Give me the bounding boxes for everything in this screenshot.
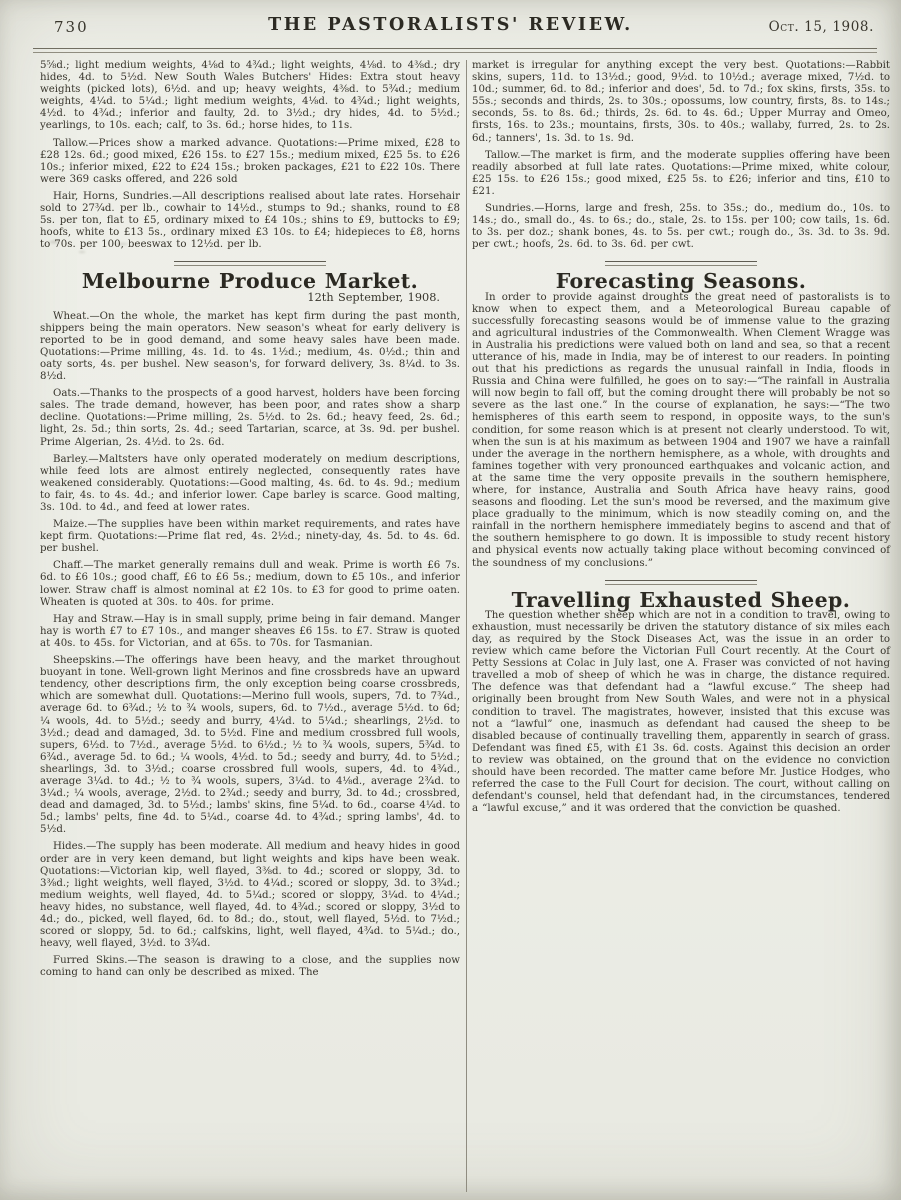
masthead bbox=[0, 15, 901, 47]
article-title-forecasting-seasons: Forecasting Seasons. bbox=[555, 269, 807, 294]
column-divider-rule bbox=[466, 60, 467, 1192]
paragraph-furred-skins: Furred Skins.—The season is drawing to a close, and the supplies now coming to hand can only be described as mixed. The bbox=[40, 955, 460, 979]
paragraph-barley: Barley.—Maltsters have only operated moderately on medium descriptions, while feed lots are almost entirely neglected, consequently rates have weakened considerably. Quotations:—Good malting, 4s. 6d. to 4s. 9d.; medium to fair, 4s. to 4s. 4d.; and inferior lower. Cape barley is scarce. Good malting, 3s. 10d. to 4d., and feed at lower rates. bbox=[40, 453, 460, 513]
paragraph-forecasting-seasons: In order to provide against droughts the great need of pastoralists is to know when to expect them, and a Meteorological Bureau capable of successfully forecasting seasons would be of immense value to the grazing and agricultural industries of the Commonwealth. When Clement Wragge was in Australia his predictions were valued both on land and sea, so that a recent utterance of his, made in India, may be of interest to our readers. In pointing out that his predictions as regards the unusual rainfall in India, floods in Russia and China were fulfilled, he goes on to say:—“The rainfall in Australia will now begin to fall off, but the coming drought there will probably be not so severe as the last one.” In the course of explanation, he says:—“The two hemispheres of this earth seem to respond, in opposite ways, to the sun's condition, for some reason which is at present not clearly understood. To wit, when the sun is at his maximum as between 1904 and 1907 we have a rainfall under the average in the northern hemisphere, as a whole, with droughts and famines together with very pronounced earthquakes and volcanic action, and at the same time the very opposite prevails in the southern hemisphere, where, for instance, Australia and South Africa have heavy rains, good seasons and flooding. Let the sun's mood be reversed, and the maximum give place gradually to the minimum, which is now steadily coming on, and the rainfall in the northern hemisphere immediately begins to ascend and that of the southern hemisphere to go down. It is impossible to study recent history and physical events now actually taking place without becoming convinced of the soundness of my conclusions.” bbox=[472, 291, 890, 569]
paragraph-hair-horns-sundries: Hair, Horns, Sundries.—All descriptions realised about late rates. Horsehair sold to 27¾d. per lb., cowhair to 14½d., stumps to 9d.; shanks, round to £8 5s. per ton, flat to £5, ordinary mixed to £4 10s.; shins to £9, buttocks to £9; hoofs, white to £13 5s., ordinary mixed £3 10s. to £4; hidepieces to £8, horns to 70s. per 100, beeswax to 12½d. per lb. bbox=[40, 190, 460, 251]
paragraph-furred-skins-continued: market is irregular for anything except the very best. Quotations:—Rabbit skins, supers, 11d. to 13½d.; good, 9½d. to 10½d.; average mixed, 7½d. to 10d.; summer, 6d. to 8d.; inferior and does', 5d. to 7d.; fox skins, firsts, 35s. to 55s.; seconds and thirds, 2s. to 30s.; opossums, low country, firsts, 8s. to 14s.; seconds, 5s. to 8s. 6d.; thirds, 2s. 6d. to 4s. 6d.; Upper Murray and Omeo, firsts, 16s. to 23s.; mountains, firsts, 30s. to 40s.; wallaby, furred, 2s. to 2s. 6d.; tanners', 1s. 3d. to 1s. 9d. bbox=[472, 60, 890, 144]
article-dateline: 12th September, 1908. bbox=[307, 290, 440, 304]
paragraph-oats: Oats.—Thanks to the prospects of a good harvest, holders have been forcing sales. The trade demand, however, has been poor, and rates show a sharp decline. Quotations:—Prime milling, 2s. 5½d. to 2s. 6d.; heavy feed, 2s. 6d.; light, 2s. 5d.; thin sorts, 2s. 4d.; seed Tartarian, scarce, at 3s. 9d. per bushel. Prime Algerian, 2s. 4½d. to 2s. 6d. bbox=[40, 388, 460, 448]
paragraph-tallow-right: Tallow.—The market is firm, and the moderate supplies offering have been readily absorbed at full late rates. Quotations:—Prime mixed, white colour, £25 15s. to £26 15s.; good mixed, £25 5s. to £26; inferior and tins, £10 to £21. bbox=[472, 149, 890, 197]
paragraph-travelling-exhausted-sheep: The question whether sheep which are not in a condition to travel, owing to exhaustion, must necessarily be driven the statutory distance of six miles each day, as required by the Stock Diseases Act, was the issue in an order to review which came before the Victorian Full Court recently. At the Court of Petty Sessions at Colac in July last, one A. Fraser was convicted of not having travelled a mob of sheep of which he was in charge, the distance required. The defence was that defendant had a “lawful excuse.” The sheep had originally been brought from New South Wales, and were not in a physical condition to travel. The magistrates, however, insisted that this excuse was not a “lawful” one, inasmuch as defendant had caused the sheep to be disabled because of continually travelling them, apparently in search of grass. Defendant was fined £5, with £1 3s. 6d. costs. Against this decision an order to review was obtained, on the ground that on the evidence no conviction should have been recorded. The matter came before Mr. Justice Hodges, who referred the case to the Full Court for decision. The court, without calling on defendant's counsel, held that defendant had, in the circumstances, tendered a “lawful excuse,” and it was ordered that the conviction be quashed. bbox=[472, 609, 890, 815]
section-divider bbox=[605, 580, 757, 585]
issue-date: Oct. 15, 1908. bbox=[768, 19, 874, 35]
paragraph-hides: Hides.—The supply has been moderate. All medium and heavy hides in good order are in very keen demand, but light weights and kips have been weak. Quotations:—Victorian kip, well flayed, 3⅜d. to 4d.; scored or sloppy, 3d. to 3⅜d.; light weights, well flayed, 3½d. to 4¼d.; scored or sloppy, 3d. to 3¾d.; medium weights, well flayed, 4d. to 5¼d.; scored or sloppy, 3¼d. to 4¼d.; heavy hides, no substance, well flayed, 4d. to 4¾d.; scored or sloppy, 3½d to 4d.; do., picked, well flayed, 6d. to 8d.; do., stout, well flayed, 5½d. to 7½d.; scored or sloppy, 5d. to 6d.; calfskins, light, well flayed, 4¾d. to 5¼d.; do., heavy, well flayed, 3½d. to 3¾d. bbox=[40, 841, 460, 950]
section-divider bbox=[605, 261, 757, 266]
right-column bbox=[472, 60, 890, 820]
paragraph-hides-continued: 5⅝d.; light medium weights, 4⅛d to 4¾d.; light weights, 4⅛d. to 4⅜d.; dry hides, 4d. to 5½d. New South Wales Butchers' Hides: Extra stout heavy weights (picked lots), 6½d. and up; heavy weights, 4⅜d. to 5¾d.; medium weights, 4¼d. to 5¼d.; light medium weights, 4⅛d. to 4¾d.; light weights, 4½d. to 4¾d.; inferior and faulty, 2d. to 3½d.; dry hides, 4d. to 5½d.; yearlings, to 10s. each; calf, to 3s. 6d.; horse hides, to 11s. bbox=[40, 60, 460, 132]
paragraph-chaff: Chaff.—The market generally remains dull and weak. Prime is worth £6 7s. 6d. to £6 10s.; good chaff, £6 to £6 5s.; medium, down to £5 10s., and inferior lower. Straw chaff is almost nominal at £2 10s. to £3 for good to prime oaten. Wheaten is quoted at 30s. to 40s. for prime. bbox=[40, 560, 460, 608]
article-title-melbourne-produce-market: Melbourne Produce Market. bbox=[81, 269, 419, 294]
journal-title: THE PASTORALISTS' REVIEW. bbox=[268, 15, 633, 35]
section-divider bbox=[174, 261, 326, 266]
paragraph-tallow: Tallow.—Prices show a marked advance. Quotations:—Prime mixed, £28 to £28 12s. 6d.; good mixed, £26 15s. to £27 15s.; medium mixed, £25 5s. to £26 10s.; inferior mixed, £22 to £24 15s.; broken packages, £21 to £22 10s. There were 369 casks offered, and 226 sold bbox=[40, 137, 460, 185]
paragraph-hay-and-straw: Hay and Straw.—Hay is in small supply, prime being in fair demand. Manger hay is worth £7 to £7 10s., and manger sheaves £6 15s. to £7. Straw is quoted at 40s. to 45s. for Victorian, and at 65s. to 70s. for Tasmanian. bbox=[40, 613, 460, 649]
page-columns bbox=[0, 60, 901, 1200]
paragraph-sheepskins: Sheepskins.—The offerings have been heavy, and the market throughout buoyant in tone. Well-grown light Merinos and fine crossbreds have an upward tendency, other descriptions firm, the only exception being coarse crossbreds, which are somewhat dull. Quotations:—Merino full wools, supers, 7d. to 7¾d., average 6d. to 6¾d.; ½ to ¾ wools, supers, 6d. to 7½d., average 5½d. to 6d; ¼ wools, 4d. to 5½d.; seedy and burry, 4¼d. to 5¼d.; shearlings, 2½d. to 3½d.; dead and damaged, 3d. to 5½d. Fine and medium crossbred full wools, supers, 6½d. to 7½d., average 5½d. to 6½d.; ½ to ¾ wools, supers, 5¾d. to 6¾d., average 5d. to 6d.; ¼ wools, 4½d. to 5d.; seedy and burry, 4d. to 5½d.; shearlings, 3d. to 3½d.; coarse crossbred full wools, supers, 4d. to 4¾d., average 3¼d. to 4d.; ½ to ¾ wools, supers, 3¼d. to 4⅛d., average 2¾d. to 3¼d.; ¼ wools, average, 2½d. to 2¾d.; seedy and burry, 3d. to 4d.; crossbred, dead and damaged, 3d. to 5½d.; lambs' skins, fine 5¼d. to 6d., coarse 4¼d. to 5d.; lambs' pelts, fine 4d. to 5¼d., coarse 4d. to 4¾d.; spring lambs', 4d. to 5½d. bbox=[40, 655, 460, 836]
left-column bbox=[40, 60, 460, 984]
page-number: 730 bbox=[54, 18, 89, 36]
paragraph-wheat: Wheat.—On the whole, the market has kept firm during the past month, shippers being the main operators. New season's wheat for early delivery is reported to be in good demand, and some heavy sales have been made. Quotations:—Prime milling, 4s. 1d. to 4s. 1½d.; medium, 4s. 0½d.; thin and oaty sorts, 4s. per bushel. New season's, for forward delivery, 3s. 8¼d. to 3s. 8½d. bbox=[40, 310, 460, 383]
paragraph-maize: Maize.—The supplies have been within market requirements, and rates have kept firm. Quotations:—Prime flat red, 4s. 2½d.; ninety-day, 4s. 5d. to 4s. 6d. per bushel. bbox=[40, 519, 460, 555]
paragraph-sundries: Sundries.—Horns, large and fresh, 25s. to 35s.; do., medium do., 10s. to 14s.; do., small do., 4s. to 6s.; do., stale, 2s. to 15s. per 100; cow tails, 1s. 6d. to 3s. per doz.; shank bones, 4s. to 5s. per cwt.; rough do., 3s. 3d. to 3s. 9d. per cwt.; hoofs, 2s. 6d. to 3s. 6d. per cwt. bbox=[472, 203, 890, 251]
masthead-rule bbox=[33, 48, 877, 53]
article-title-travelling-exhausted-sheep: Travelling Exhausted Sheep. bbox=[511, 587, 851, 612]
